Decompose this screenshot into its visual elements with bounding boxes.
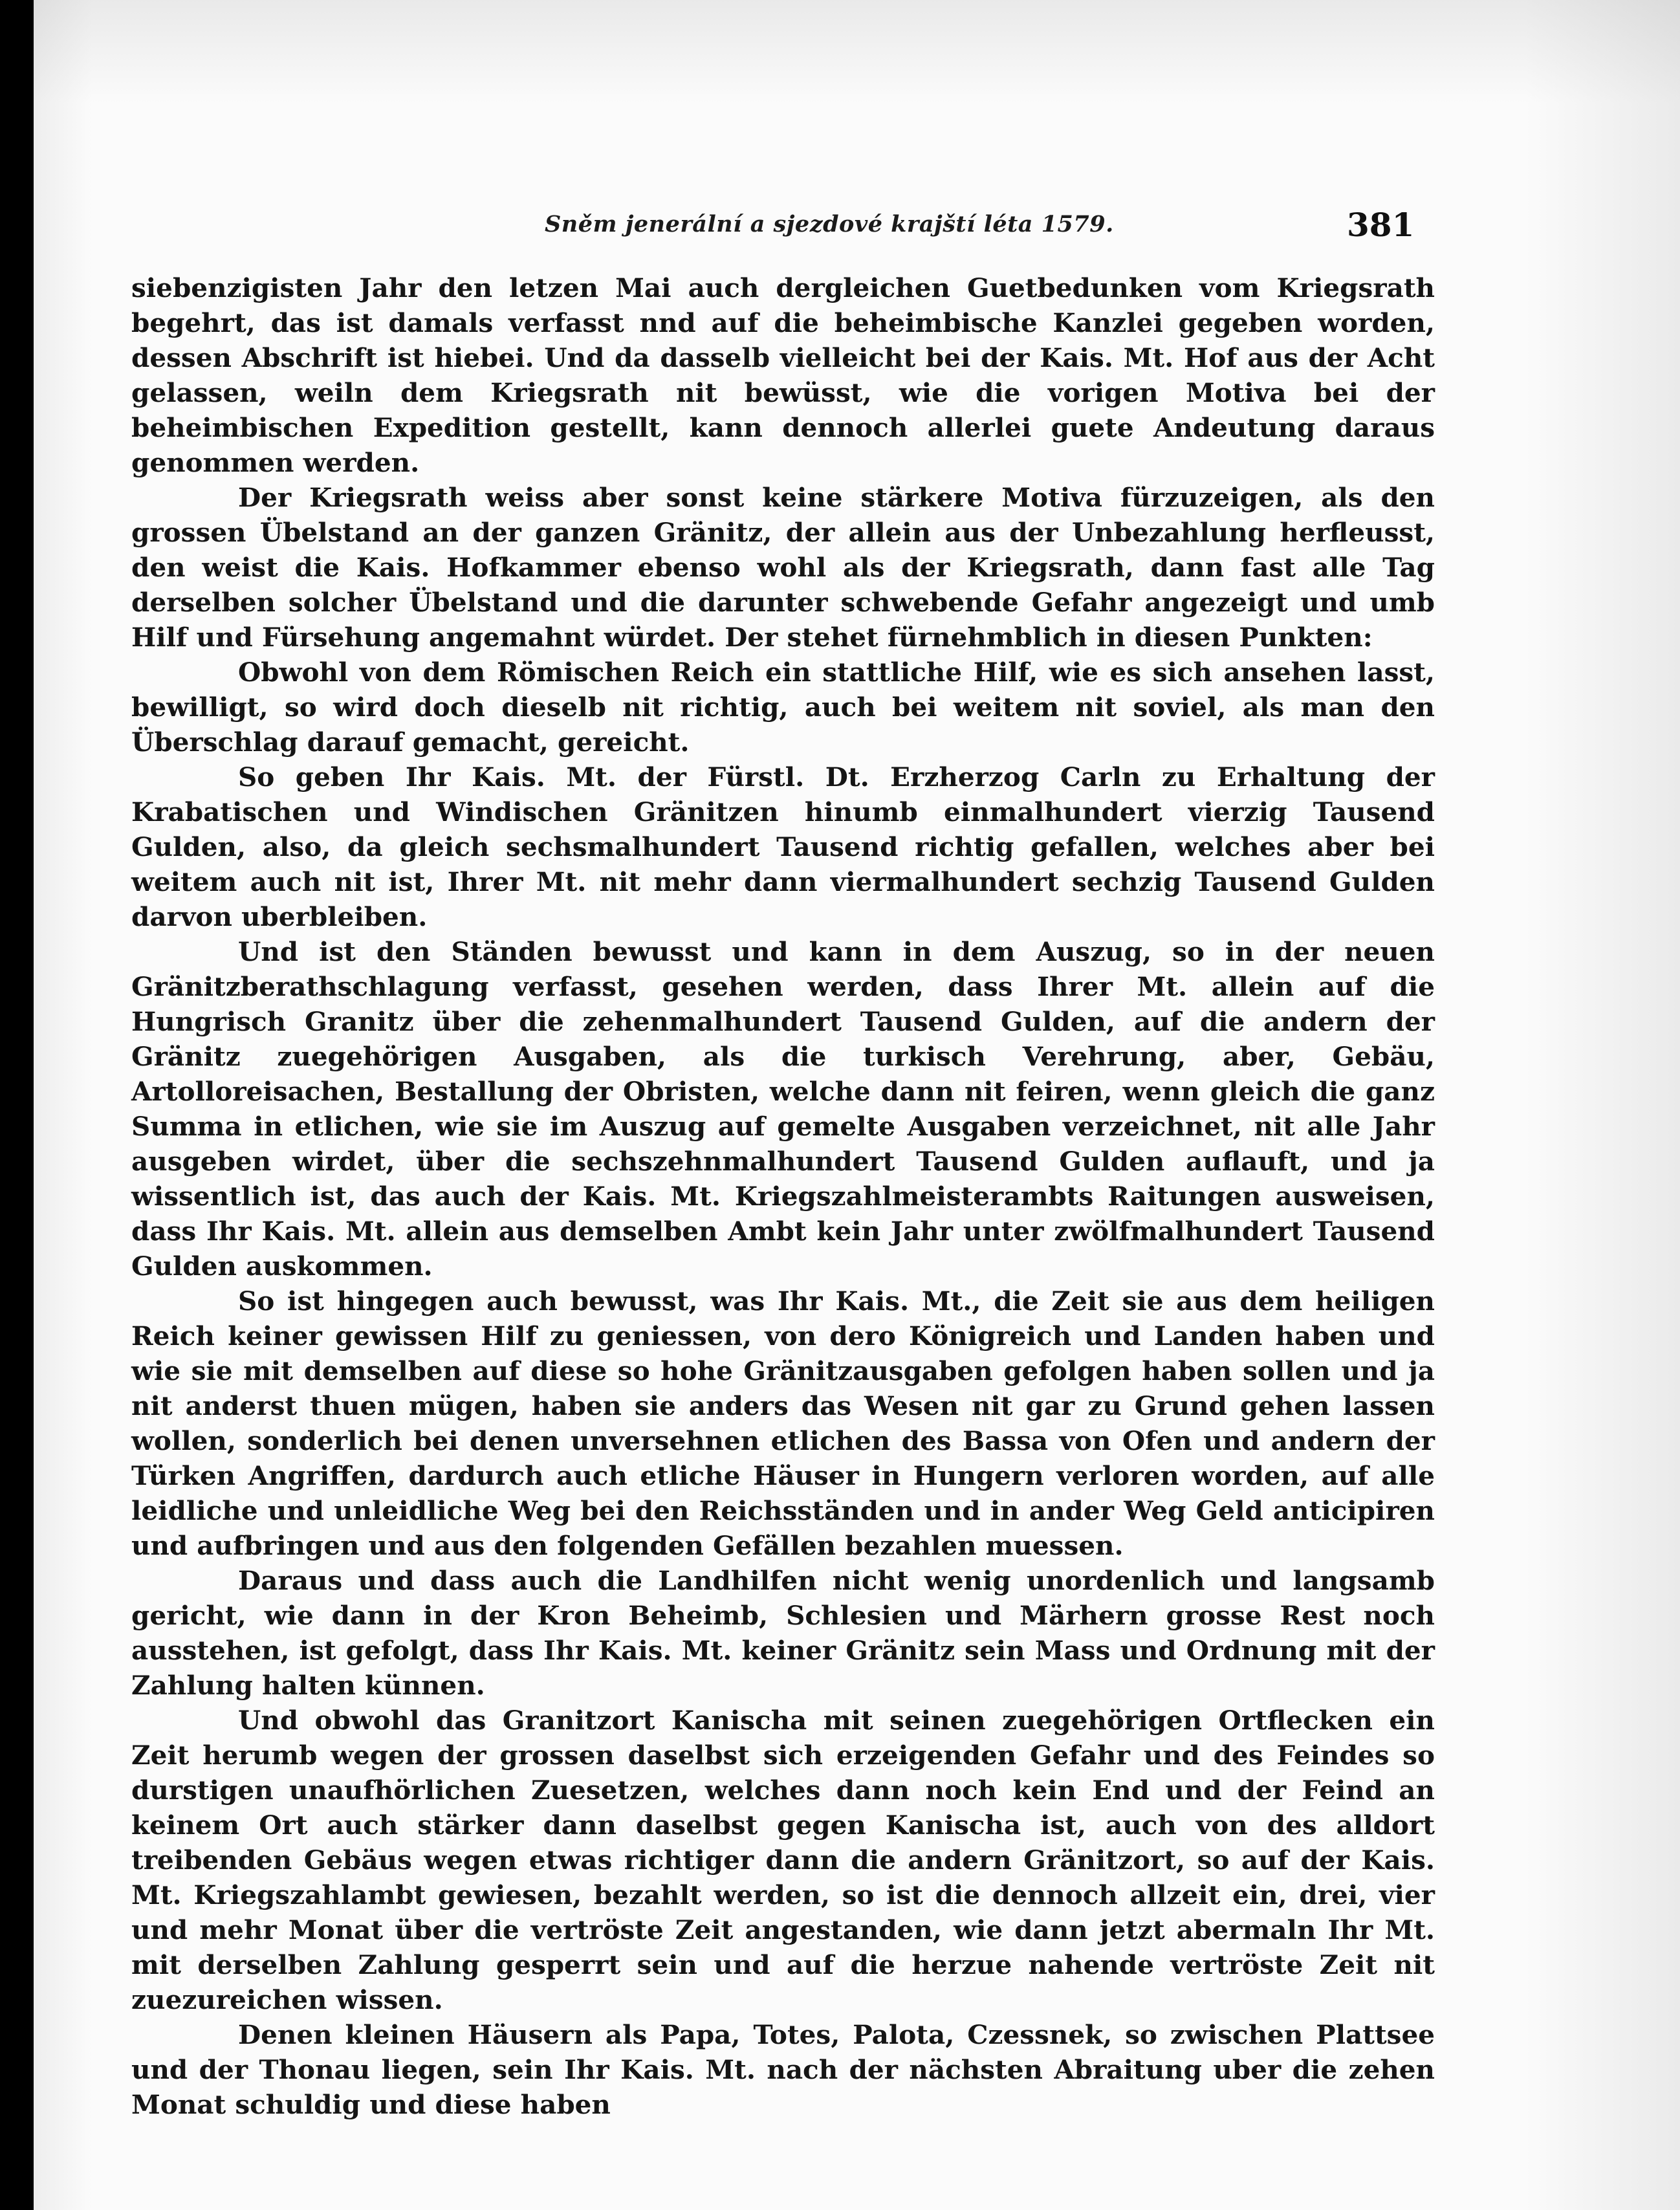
paragraph: Daraus und dass auch die Landhilfen nicht wenig unordenlich und langsamb gericht, wie dann in der Kron Beheimb, Schlesien und Märhern grosse Rest noch ausstehen, ist gefolgt, dass Ihr Kais. Mt. keiner Gränitz sein Mass und Ordnung mit der Zahlung halten künnen.	[131, 1565, 1435, 1701]
body-text	[131, 270, 1435, 2122]
paragraph: So ist hingegen auch bewusst, was Ihr Kais. Mt., die Zeit sie aus dem heiligen Reich keiner gewissen Hilf zu geniessen, von dero Königreich und Landen haben und wie sie mit demselben auf diese so hohe Gränitzausgaben gefolgen haben sollen und ja nit anderst thuen mügen, haben sie anders das Wesen nit gar zu Grund gehen lassen wollen, sonderlich bei denen unversehnen etlichen des Bassa von Ofen und andern der Türken Angriffen, dardurch auch etliche Häuser in Hungern verloren worden, auf alle leidliche und unleidliche Weg bei den Reichsständen und in ander Weg Geld anticipiren und aufbringen und aus den folgenden Gefällen bezahlen muessen.	[131, 1286, 1435, 1561]
paragraph: Obwohl von dem Römischen Reich ein stattliche Hilf, wie es sich ansehen lasst, bewilligt, so wird doch dieselb nit richtig, auch bei weitem nit soviel, als man den Überschlag darauf gemacht, gereicht.	[131, 657, 1435, 758]
scan-shadow-right	[1525, 0, 1680, 2210]
scanned-page	[34, 0, 1680, 2210]
paragraph: Und obwohl das Granitzort Kanischa mit seinen zuegehörigen Ortflecken ein Zeit herumb wegen der grossen daselbst sich erzeigenden Gefahr und des Feindes so durstigen unaufhörlichen Zuesetzen, welches dann noch kein End und der Feind an keinem Ort auch stärker dann daselbst gegen Kanischa ist, auch von des alldort treibenden Gebäus wegen etwas richtiger dann die andern Gränitzort, so auf der Kais. Mt. Kriegszahlambt gewiesen, bezahlt werden, so ist die dennoch allzeit ein, drei, vier und mehr Monat über die vertröste Zeit angestanden, wie dann jetzt abermaln Ihr Mt. mit derselben Zahlung gesperrt sein und auf die herzue nahende vertröste Zeit nit zuezureichen wissen.	[131, 1705, 1435, 2015]
paragraph: So geben Ihr Kais. Mt. der Fürstl. Dt. Erzherzog Carln zu Erhaltung der Krabatischen und Windischen Gränitzen hinumb einmalhundert vierzig Tausend Gulden, also, da gleich sechsmalhundert Tausend richtig gefallen, welches aber bei weitem auch nit ist, Ihrer Mt. nit mehr dann viermalhundert sechzig Tausend Gulden darvon uberbleiben.	[131, 761, 1435, 932]
scan-shadow-top	[34, 0, 1680, 104]
paragraph: Der Kriegsrath weiss aber sonst keine stärkere Motiva fürzuzeigen, als den grossen Übelstand an der ganzen Gränitz, der allein aus der Unbezahlung herfleusst, den weist die Kais. Hofkammer ebenso wohl als der Kriegsrath, dann fast alle Tag derselben solcher Übelstand und die darunter schwebende Gefahr angezeigt und umb Hilf und Fürsehung angemahnt würdet. Der stehet fürnehmblich in diesen Punkten:	[131, 482, 1435, 653]
paragraph: Denen kleinen Häusern als Papa, Totes, Palota, Czessnek, so zwischen Plattsee und der Thonau liegen, sein Ihr Kais. Mt. nach der nächsten Abraitung uber die zehen Monat schuldig und diese haben	[131, 2019, 1435, 2120]
paragraph-continuation: siebenzigisten Jahr den letzen Mai auch dergleichen Guetbedunken vom Kriegsrath begehrt, das ist damals verfasst nnd auf die beheimbische Kanzlei gegeben worden, dessen Abschrift ist hiebei. Und da dasselb vielleicht bei der Kais. Mt. Hof aus der Acht gelassen, weiln dem Kriegsrath nit bewüsst, wie die vorigen Motiva bei der beheimbischen Expedition gestellt, kann dennoch allerlei guete Andeutung daraus genommen werden.	[131, 272, 1435, 478]
running-head	[34, 206, 1680, 245]
page-number: 381	[1347, 206, 1415, 244]
paragraph: Und ist den Ständen bewusst und kann in dem Auszug, so in der neuen Gränitzberathschlagung verfasst, gesehen werden, dass Ihrer Mt. allein auf die Hungrisch Granitz über die zehenmalhundert Tausend Gulden, auf die andern der Gränitz zuegehörigen Ausgaben, als die turkisch Verehrung, aber, Gebäu, Artolloreisachen, Bestallung der Obristen, welche dann nit feiren, wenn gleich die ganz Summa in etlichen, wie sie im Auszug auf gemelte Ausgaben verzeichnet, nit alle Jahr ausgeben wirdet, über die sechszehnmalhundert Tausend Gulden auflauft, und ja wissentlich ist, das auch der Kais. Mt. Kriegszahlmeisterambts Raitungen ausweisen, dass Ihr Kais. Mt. allein aus demselben Ambt kein Jahr unter zwölfmalhundert Tausend Gulden auskommen.	[131, 936, 1435, 1282]
scan-shadow-left	[34, 0, 92, 2210]
running-head-title: Sněm jenerální a sjezdové krajští léta 1579.	[545, 211, 1114, 237]
